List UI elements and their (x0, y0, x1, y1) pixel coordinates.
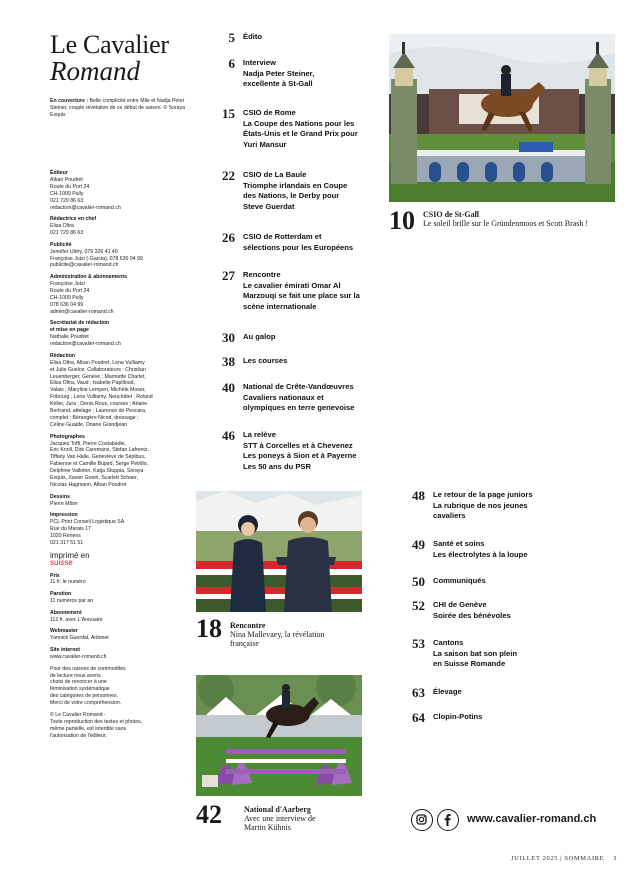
impressum-text: Jennifer Uldry, 079 326 41 40 Françoise Jutzi (-Garcia), 078 636 04 99 publicite@cavalier-romand.ch (50, 248, 143, 269)
impressum-text: Nathalie Poudret redaction@cavalier-romand.ch (50, 334, 121, 348)
entry-subtitle: La rubrique de nos jeunes cavaliers (433, 500, 528, 520)
page-number: 30 (222, 330, 235, 345)
impressum-heading: Prix (50, 572, 60, 579)
impressum-heading: Site internet (50, 647, 80, 654)
caption-number: 18 (196, 614, 222, 643)
impressum-text: Pour des raisons de commodités de lecture nous avons choisi de renoncer à une féminisation systématique des catégories de personnes. Merci de votre compréhension. (50, 665, 126, 707)
impressum-text: 11 numéros par an (50, 598, 94, 605)
entry-title: CSIO de Rotterdam et (243, 232, 322, 241)
entry-title: CSIO de La Baule (243, 170, 307, 179)
caption-subtitle: Avec une interview de Martin Kühnis (244, 814, 316, 832)
entry-subtitle: Les électrolytes à la loupe (433, 549, 528, 559)
page-number: 6 (228, 56, 235, 71)
impressum-text: Françoise Jutzi Route du Port 24 CH-1009 Pully 078 636 04 99 admin@cavalier-romand.ch (50, 281, 114, 315)
caption-subtitle: Nina Mallevaey, la révélation française (230, 630, 325, 648)
impressum-text: © Le Cavalier Romand - Toute reproduction des textes et photos, même partielle, est interdite sans l'autorisation de l'éditeur. (50, 711, 143, 739)
impressum-block (50, 434, 190, 489)
impressum-block (50, 494, 190, 508)
entry-title: Communiqués (433, 576, 486, 585)
impressum-block (50, 573, 190, 587)
impressum-block (50, 274, 190, 315)
masthead-logo (50, 32, 200, 84)
imprime-en-suisse-logo (50, 552, 190, 567)
caption-title: National d'Aarberg (244, 805, 311, 814)
entry-subtitle: Cavaliers nationaux et olympiques en terre genevoise (243, 392, 355, 412)
entry-subtitle: Triomphe irlandais en Coupe des Nations, le Derby pour Steve Guerdat (243, 180, 348, 211)
page-number: 27 (222, 268, 235, 283)
impressum-heading: Dessins (50, 493, 70, 500)
masthead-line2: Romand (50, 56, 140, 86)
impressum-heading: Administration & abonnements (50, 274, 127, 281)
page-number: 15 (222, 106, 235, 121)
stgall-caption (389, 208, 619, 238)
entry-subtitle: sélections pour les Européens (243, 242, 354, 252)
page-number: 50 (412, 574, 425, 589)
masthead-line1: Le Cavalier (50, 30, 169, 59)
impressum-heading: Abonnement (50, 609, 82, 616)
impressum-text: Yannick Guerdat, Artionet (50, 635, 109, 642)
impressum-block (50, 170, 190, 211)
entry-title: Au galop (243, 332, 276, 341)
impressum-text: Pierre Milon (50, 500, 78, 507)
caption-number: 42 (196, 800, 222, 829)
impressum-heading: Photographes (50, 433, 85, 440)
impressum-block (50, 591, 190, 605)
entry-title: Santé et soins (433, 539, 485, 548)
entry-title: Cantons (433, 638, 464, 647)
copyright-note (50, 712, 190, 740)
imprime-logo-line2: suisse (50, 558, 73, 568)
entry-subtitle: La saison bat son plein en Suisse Romande (433, 648, 517, 668)
entry-subtitle: La Coupe des Nations pour les États-Unis et le Grand Prix pour Yuri Mansur (243, 118, 358, 149)
rencontre-photo[interactable] (196, 491, 362, 612)
impressum-block (50, 353, 190, 429)
impressum-text: 112 fr. avec L'Annuaire (50, 616, 103, 623)
entry-title: CHI de Genève (433, 600, 487, 609)
page-number: 38 (222, 354, 235, 369)
stgall-photo[interactable] (389, 34, 615, 202)
page-footer: JUILLET 2025 | SOMMAIRE 3 (511, 855, 617, 862)
page-number: 53 (412, 636, 425, 651)
page-number: 52 (412, 598, 425, 613)
caption-title: Rencontre (230, 621, 266, 630)
impressum-heading: Rédactrice en chef (50, 216, 97, 223)
impressum-heading: Impression (50, 512, 78, 519)
page-number: 26 (222, 230, 235, 245)
page-number: 5 (228, 30, 235, 45)
page-number: 40 (222, 380, 235, 395)
cover-note-text: Belle complicité entre Mile et Nadja Peter Steiner, couple révélation de ce début de saison. © Soraya Exquis (50, 98, 186, 118)
caption-title: CSIO de St-Gall (423, 210, 480, 219)
entry-subtitle: Le cavalier émirati Omar Al Marzouqi se fait une place sur la scène internationale (243, 280, 360, 311)
page-number: 49 (412, 537, 425, 552)
section-name: SOMMAIRE (564, 855, 605, 862)
impressum-block (50, 242, 190, 270)
impressum-heading: Publicité (50, 241, 72, 248)
imprime-logo-line1: imprimé en (50, 550, 90, 560)
impressum-block (50, 320, 190, 348)
entry-title: Les courses (243, 356, 288, 365)
page-number: 22 (222, 168, 235, 183)
page-number: 64 (412, 710, 425, 725)
impressum-block (50, 628, 190, 642)
rencontre-caption (196, 616, 366, 652)
entry-title: Interview (243, 58, 276, 67)
impressum-heading: Webmaster (50, 628, 78, 635)
entry-subtitle: STT à Corcelles et à Chevenez Les poneys à Sion et à Payerne Les 50 ans du PSR (243, 440, 357, 471)
impressum-block (50, 512, 190, 547)
impressum-heading: Rédaction (50, 352, 76, 359)
page-number: 3 (613, 855, 617, 862)
aarberg-photo[interactable] (196, 675, 362, 796)
page-number: 48 (412, 488, 425, 503)
caption-number: 10 (389, 206, 415, 235)
impressum-text: Elisa Oltra 021 729 86 63 (50, 223, 84, 237)
entry-title: National de Crête-Vandœuvres (243, 382, 354, 391)
entry-title: CSIO de Rome (243, 108, 296, 117)
impressum-block (50, 610, 190, 624)
aarberg-caption (196, 802, 396, 838)
page-number: 46 (222, 428, 235, 443)
impressum-text: Alban Poudret Route du Port 24 CH-1009 Pully 021 729 86 63 redaction@cavalier-romand.ch (50, 176, 121, 211)
impressum-text: 11 fr. le numéro (50, 579, 86, 586)
entry-title: Clopin-Potins (433, 712, 483, 721)
impressum-text: www.cavalier-romand.ch (50, 653, 107, 660)
impressum-text: Jacques Toffi, Pierre Costabadie, Eric Knoll, Dirk Caremans, Stefan Lafrentz, Tiffany Van Halle, Geneviève de Sépibus, Fabienne et Camille Bujard, Serge Petrillo, Delphine Valloton, Katja Stuppia, Soraya Exquis, Xavier Gonin, Scarlett Schaer, Nicolas Hagmann, Alban Poudret (50, 440, 149, 488)
entry-title: Édito (243, 32, 262, 41)
caption-subtitle: Le soleil brille sur le Gründenmoos et Scott Brash ! (423, 219, 589, 228)
impressum-text: PCL Print Conseil Logistique SA Rue du Marais 17 1020 Renens 021 317 51 51 (50, 519, 125, 546)
website-link[interactable]: www.cavalier-romand.ch (467, 813, 597, 825)
impressum-heading: Parution (50, 591, 72, 598)
entry-subtitle: Nadja Peter Steiner, excellente à St-Gall (243, 68, 315, 88)
issue-date: JUILLET 2025 (511, 855, 559, 862)
impressum-block (50, 647, 190, 661)
page-number: 63 (412, 685, 425, 700)
impressum (50, 170, 190, 744)
impressum-heading: Éditeur (50, 170, 68, 176)
impressum-block (50, 216, 190, 237)
entry-subtitle: Soirée des bénévoles (433, 610, 511, 620)
impressum-heading: Secrétariat de rédaction et mise en page (50, 320, 110, 334)
impressum-text: Elisa Oltra, Alban Poudret, Lena Vulliamy et Julie Gueloz. Collaborateurs : Christian Leuenberger, Genève ; Marinette Charlet, Elisa Oltra, Vaud ; Isabelle Papilloud, Valais ; Maryline Lempen, Michèle Moser, Fribourg ; Lena Vulliamy, Neuchâtel ; Roland Keller, Jura ; Denis Roux, courses ; Ariane Bertrand, attelage ; Laurence de Pescara, complet ; Bérangère Nicod, dressage ; Céline Guaide, Oriane Grandjean (50, 359, 153, 428)
instagram-icon[interactable] (411, 809, 433, 831)
entry-title: Rencontre (243, 270, 281, 279)
entry-title: Élevage (433, 687, 462, 696)
feminisation-note (50, 666, 190, 707)
entry-title: La relève (243, 430, 276, 439)
facebook-icon[interactable] (437, 809, 459, 831)
cover-note (50, 98, 190, 119)
cover-note-lead: En couverture : (50, 98, 89, 104)
entry-title: Le retour de la page juniors (433, 490, 533, 499)
